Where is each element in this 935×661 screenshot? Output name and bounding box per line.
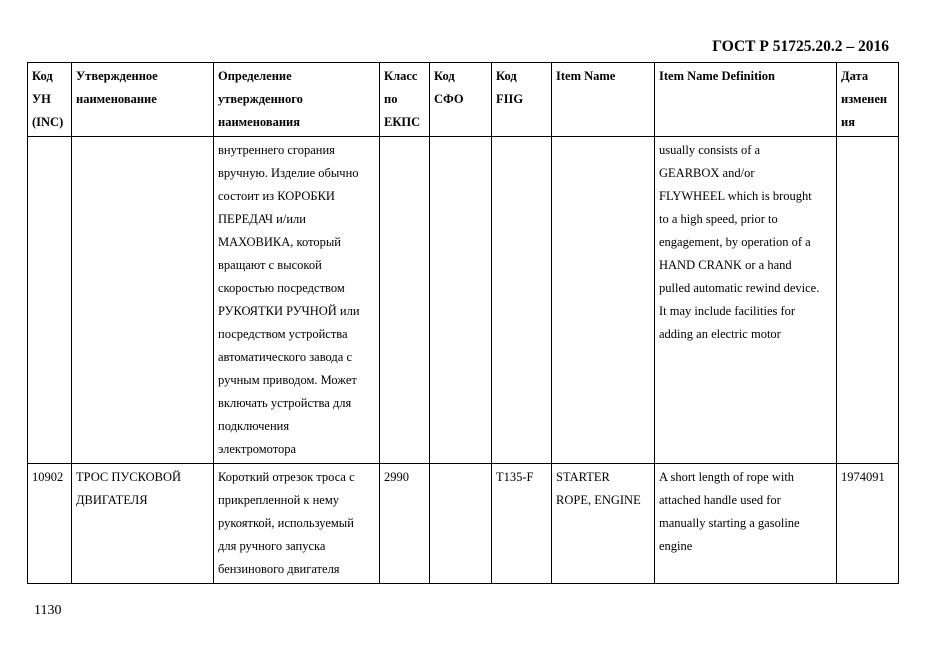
cell-sfo [430,464,492,584]
table-header-row [28,63,899,137]
standard-code: ГОСТ Р 51725.20.2 – 2016 [712,38,889,55]
cell-sfo [430,137,492,464]
cell-class [380,137,430,464]
col-header-fiig: Код FIIG [492,63,552,137]
cell-definition-en: A short length of rope with attached handle used for manually starting a gasoline engine [655,464,837,584]
table-row [28,464,899,584]
table-row [28,137,899,464]
terms-table [27,62,899,584]
cell-fiig [492,137,552,464]
cell-date [837,137,899,464]
cell-inc [28,137,72,464]
col-header-item-name: Item Name [552,63,655,137]
cell-inc: 10902 [28,464,72,584]
col-header-definition-ru: Определение утвержденного наименования [214,63,380,137]
cell-name-ru [72,137,214,464]
cell-date: 1974091 [837,464,899,584]
col-header-class: Класс по ЕКПС [380,63,430,137]
cell-class: 2990 [380,464,430,584]
cell-name-ru: ТРОС ПУСКОВОЙ ДВИГАТЕЛЯ [72,464,214,584]
cell-item-name [552,137,655,464]
col-header-name-ru: Утвержденное наименование [72,63,214,137]
document-header [712,38,889,56]
col-header-sfo: Код СФО [430,63,492,137]
cell-item-name: STARTER ROPE, ENGINE [552,464,655,584]
cell-definition-ru: Короткий отрезок троса с прикрепленной к нему рукояткой, используемый для ручного запуска бензинового двигателя [214,464,380,584]
col-header-definition-en: Item Name Definition [655,63,837,137]
cell-fiig: T135-F [492,464,552,584]
page-number: 1130 [34,603,62,618]
cell-definition-ru: внутреннего сгорания вручную. Изделие обычно состоит из КОРОБКИ ПЕРЕДАЧ и/или МАХОВИКА, который вращают с высокой скоростью посредством РУКОЯТКИ РУЧНОЙ или посредством устройства автоматического завода с ручным приводом. Может включать устройства для подключения электромотора [214,137,380,464]
cell-definition-en: usually consists of a GEARBOX and/or FLYWHEEL which is brought to a high speed, prior to engagement, by operation of a HAND CRANK or a hand pulled automatic rewind device. It may include facilities for adding an electric motor [655,137,837,464]
col-header-date: Дата изменен ия [837,63,899,137]
col-header-inc: Код УН (INC) [28,63,72,137]
